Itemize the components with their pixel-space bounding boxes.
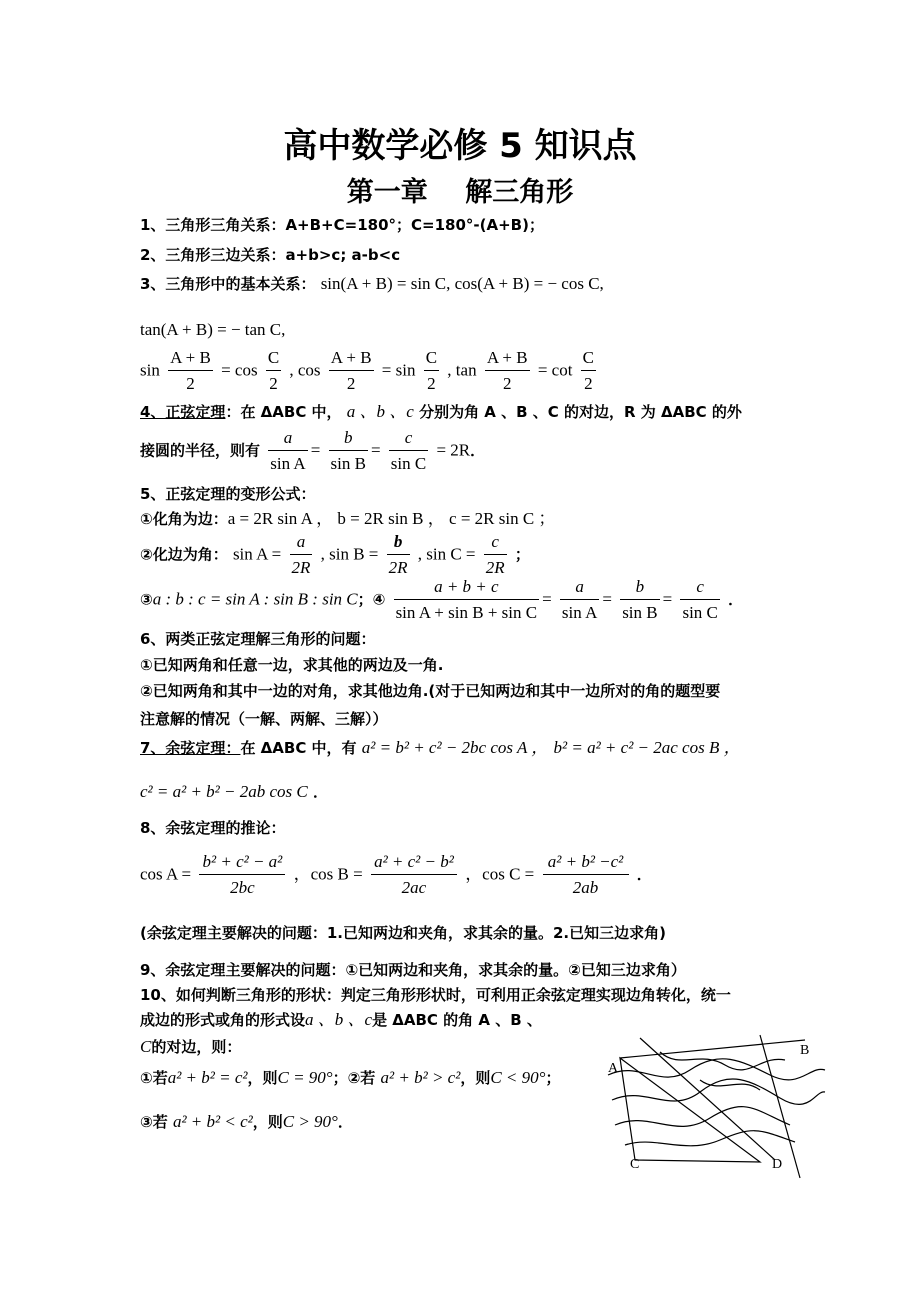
fraction: $\frac{a + b + c}{\text{sin A + sin B + sin C}}$: [395, 577, 538, 622]
fraction: $\frac{\text{b² + c² − a²}}{2bc}$: [199, 852, 285, 898]
fraction: $\frac{a}{2R}$: [291, 532, 311, 577]
item-4: 4、正弦定理：在 ΔABC 中， a 、b 、c 分别为角 A 、B 、C 的对边，R 为 ΔABC 的外: [140, 402, 742, 421]
fraction: $\frac{\text{a² + c² − b²}}{2ac}$: [371, 852, 457, 898]
item-10: 10、如何判断三角形的形状：判定三角形形状时，可利用正余弦定理实现边角转化，统一: [140, 986, 731, 1004]
fraction: $\frac{a}{\text{sin A}}$: [561, 577, 598, 622]
item-10-c3: ③若 a² + b² < c²，则C > 90°．: [140, 1112, 353, 1131]
item-7: 7、余弦定理：在 ΔABC 中，有 a² = b² + c² − 2bc cos A ， b² = a² + c² − 2ac cos B ，: [140, 738, 741, 757]
item-1: 1、三角形三角关系：A+B+C=180°；C=180°-(A+B)；: [140, 216, 544, 234]
item-5-r1: ①化角为边：a = 2R sin A ， b = 2R sin B ， c = 2R sin C ；: [140, 509, 556, 528]
fraction: $\frac{c}{\text{sin C}}$: [682, 577, 718, 622]
item-5-r2: ②化边为角： sin A = $\frac{a}{2R}$ , sin B = $\frac{b}{2R}$ , sin C = $\frac{c}{2R}$ ；: [140, 532, 530, 577]
item-5: 5、正弦定理的变形公式：: [140, 485, 316, 503]
item-2: 2、三角形三边关系：a+b>c; a-b<c: [140, 246, 401, 264]
item-3-label: 3、三角形中的基本关系：: [140, 275, 316, 293]
item-6-p3: 注意解的情况（一解、两解、三解））: [140, 710, 388, 728]
half-eq1: = cos: [221, 360, 258, 380]
fraction: $\frac{C}{2}$: [267, 348, 280, 393]
item-3: [140, 274, 604, 294]
fraction: $\frac{\text{a² + b² −c²}}{2ab}$: [543, 852, 629, 898]
item-8: 8、余弦定理的推论：: [140, 819, 286, 837]
fraction: $\frac{a}{\text{sin A}}$: [270, 428, 306, 473]
fraction: $\frac{A + B}{2}$: [170, 348, 211, 393]
item-3-eq2: tan(A + B) = − tan C,: [140, 320, 286, 339]
half-eq2: = sin: [381, 360, 416, 380]
fraction: $\frac{C}{2}$: [582, 348, 594, 393]
figure-line: [612, 1079, 825, 1104]
fraction: $\frac{b}{\text{sin B}}$: [622, 577, 658, 622]
note: (余弦定理主要解决的问题：1.已知两边和夹角，求其余的量。2.已知三边求角): [140, 924, 666, 942]
item-8-formulas: cos A = $\frac{\text{b² + c² − a²}}{2bc}$ ，cos B = $\frac{\text{a² + c² − b²}}{2ac}$ ，cos C = $\frac{\text{a² + b² −c²}}{2ab}$ ．: [140, 852, 652, 897]
fraction: $\frac{A + B}{2}$: [486, 348, 528, 393]
fraction: $\frac{b}{2R}$: [388, 532, 408, 577]
fraction: $\frac{b}{\text{sin B}}$: [330, 428, 366, 473]
figure-line: [608, 1059, 825, 1080]
page-title: 高中数学必修 5 知识点: [283, 126, 637, 166]
half-tan: , tan: [447, 360, 477, 380]
figure-label-c: C: [630, 1157, 640, 1172]
item-6-p2: ②已知两角和其中一边的对角，求其他边角.(对于已知两边和其中一边所对的角的题型要: [140, 682, 721, 700]
figure-label-a: A: [608, 1061, 619, 1076]
item-10-l2: 成边的形式或角的形式设a 、b 、c是 ΔABC 的角 A 、B 、: [140, 1010, 542, 1029]
figure-line: [625, 1131, 795, 1146]
item-10-l3: C的对边，则：: [140, 1037, 242, 1056]
figure-line: [700, 1080, 760, 1090]
half-sin-lhs: sin: [140, 360, 160, 380]
figure-label-b: B: [800, 1043, 810, 1058]
chapter-title: 第一章 解三角形: [346, 177, 574, 208]
figure-line: [620, 1040, 805, 1058]
figure-line: [660, 1052, 785, 1070]
item-4-label: 4、正弦定理: [140, 403, 226, 421]
item-3-eq1: sin(A + B) = sin C, cos(A + B) = − cos C,: [320, 274, 604, 293]
fraction: $\frac{A + B}{2}$: [330, 348, 372, 393]
figure-line: [615, 1107, 790, 1127]
scribbled-figure: [600, 1030, 830, 1180]
item-6: 6、两类正弦定理解三角形的问题：: [140, 630, 376, 648]
item-5-r3: ③a : b : c = sin A : sin B : sin C；④ $\frac{a + b + c}{\text{sin A + sin B + sin C}}$ = $\frac{a}{\text{sin A}}$ = $\frac{b}{\text{sin B}}$ = $\frac{c}{\text{sin C}}$ ．: [140, 577, 744, 622]
item-7-eq3: c² = a² + b² − 2ab cos C ．: [140, 782, 329, 801]
item-3-half-angle: [140, 348, 599, 394]
item-9: 9、余弦定理主要解决的问题：①已知两边和夹角，求其余的量。②已知三边求角）: [140, 961, 686, 979]
half-cos: , cos: [289, 360, 321, 380]
item-4-formula: 接圆的半径，则有 $\frac{a}{\text{sin A}}$ = $\frac{b}{\text{sin B}}$ = $\frac{c}{\text{sin C}}$ = 2R．: [140, 428, 486, 473]
item-6-p1: ①已知两角和任意一边，求其他的两边及一角.: [140, 656, 444, 674]
item-3-line2: [140, 320, 285, 340]
figure-label-d: D: [772, 1157, 783, 1172]
figure-line: [620, 1058, 760, 1162]
fraction: $\frac{c}{\text{sin C}}$: [390, 428, 427, 473]
fraction: $\frac{c}{2R}$: [485, 532, 505, 577]
fraction: $\frac{C}{2}$: [425, 348, 438, 393]
half-eq3: = cot: [537, 360, 573, 380]
item-10-c12: ①若a² + b² = c²，则C = 90°；②若 a² + b² > c²，则C < 90°；: [140, 1068, 561, 1087]
